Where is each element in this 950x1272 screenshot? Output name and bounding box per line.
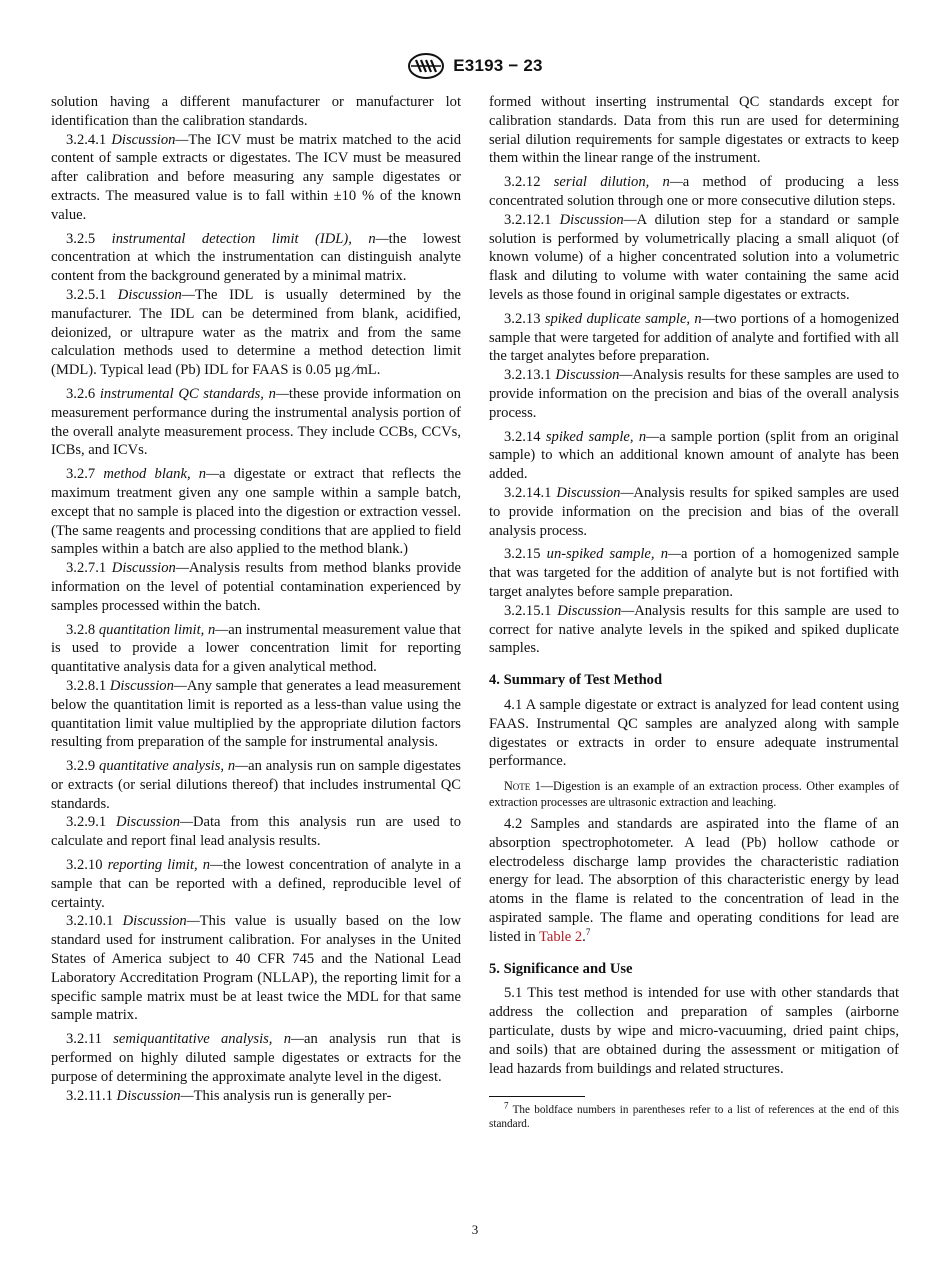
paragraph-4-2: 4.2 Samples and standards are aspirated into the flame of an absorption spectrophotometer. A lead (Pb) hollow cathode or electrodeless discharge lamp provides the characteristic radiation energy for lead. The absorption of this characteristic energy by lead atoms in the flame is related to the concentration of lead in the aspirated sample. The flame and operating conditions for lead are listed in Table 2.$^7$	[489, 816, 899, 945]
footnote-ref[interactable]: 7	[585, 927, 591, 938]
paragraph-3-2-12: 3.2.12 serial dilution, n—a method of producing a less concentrated solution through one or more consecutive dilution steps.	[489, 174, 899, 209]
paragraph-3-2-14: 3.2.14 spiked sample, n—a sample portion (split from an original sample) to which an additional known amount of analyte has been added.	[489, 428, 899, 483]
page-number: 3	[471, 1222, 479, 1237]
footnote-7: $^7$ The boldface numbers in parentheses refer to a list of references at the end of this standard.	[489, 1100, 899, 1131]
section-heading-4: 4. Summary of Test Method	[489, 672, 663, 689]
paragraph-3-2-14-1: 3.2.14.1 Discussion—Analysis results for spiked samples are used to provide information on the precision and bias of the overall analysis process.	[489, 484, 899, 539]
paragraph: formed without inserting instrumental QC standards except for calibration standards. Data from this run are used for determining serial dilution requirements for sample digestates or extracts to keep them within the linear range of the instrument.	[489, 94, 899, 167]
paragraph-3-2-9: 3.2.9 quantitative analysis, n—an analysis run on sample digestates or extracts (or serial dilutions thereof) that includes instrumental QC standards.	[51, 758, 461, 812]
paragraph-3-2-6: 3.2.6 instrumental QC standards, n—these provide information on measurement performance during the instrumental analysis portion of the overall analyte measurement process. They include CCBs, CCVs, ICBs, and ICVs.	[51, 385, 461, 459]
paragraph-3-2-9-1: 3.2.9.1 Discussion—Data from this analysis run are used to calculate and report final lead analysis results.	[51, 814, 461, 850]
page-header	[0, 52, 950, 80]
paragraph-3-2-5-1: 3.2.5.1 Discussion—The IDL is usually determined by the manufacturer. The IDL can be determined from blank, acidified, deionized, or ultrapure water as the matrix and from the same calculation methods used to determine a method detection limit (MDL). Typical lead (Pb) IDL for FAAS is 0.05 µg ⁄mL.	[51, 286, 461, 379]
footnote-divider	[489, 1096, 585, 1097]
left-column	[51, 93, 461, 1105]
paragraph-3-2-5: 3.2.5 instrumental detection limit (IDL), n—the lowest concentration at which the instrumentation can distinguish analyte content from the background generated by a minimal matrix.	[51, 230, 461, 285]
paragraph-3-2-15: 3.2.15 un-spiked sample, n—a portion of a homogenized sample that was targeted for the addition of analyte but is not fortified with target analytes before sample preparation.	[489, 546, 900, 600]
paragraph-3-2-11-1: 3.2.11.1 Discussion—This analysis run is generally per-	[66, 1087, 392, 1104]
paragraph-3-2-15-1: 3.2.15.1 Discussion—Analysis results for this sample are used to correct for native analyte levels in the spiked and spiked duplicate samples.	[489, 602, 899, 657]
note-1: Note 1—Digestion is an example of an extraction process. Other examples of extraction processes are ultrasonic extraction and leaching.	[489, 779, 900, 809]
right-column	[489, 93, 899, 1131]
paragraph-4-1: 4.1 A sample digestate or extract is analyzed for lead content using FAAS. Instrumental QC samples are analyzed along with sample digestates or extracts in order to ensure adequate instrumental performance.	[489, 696, 899, 770]
paragraph-5-1: 5.1 This test method is intended for use with other standards that address the collection and preparation of samples (airborne particulate, dusts by wipe and micro-vacuuming, dried paint chips, and soils) that are obtained during the assessment or mitigation of lead hazards from buildings and related structures.	[489, 985, 900, 1077]
paragraph-3-2-7-1: 3.2.7.1 Discussion—Analysis results from method blanks provide information on the level of potential contamination experienced by samples processed within the batch.	[51, 560, 461, 614]
paragraph-3-2-12-1: 3.2.12.1 Discussion—A dilution step for a standard or sample solution is performed by volumetrically placing a small aliquot (of known volume) of a higher concentrated solution into a volumetric flask and diluting to volume with water containing the same acid levels as those found in original sample digestates or extracts.	[489, 211, 899, 303]
paragraph-3-2-13-1: 3.2.13.1 Discussion—Analysis results for these samples are used to provide information on the precision and bias of the overall analysis process.	[489, 367, 900, 421]
standard-designation: E3193 − 23	[453, 56, 543, 75]
table-2-link[interactable]: Table 2	[539, 928, 583, 945]
paragraph-3-2-13: 3.2.13 spiked duplicate sample, n—two portions of a homogenized sample that were targeted for addition of analyte and fortified with all the target analytes before preparation.	[489, 310, 899, 365]
paragraph: solution having a different manufacturer or manufacturer lot identification than the calibration standards.	[51, 94, 461, 129]
section-heading-5: 5. Significance and Use	[489, 960, 633, 977]
paragraph-3-2-11: 3.2.11 semiquantitative analysis, n—an analysis run that is performed on highly diluted sample digestates or extracts for the purpose of determining the approximate analyte level in the digest.	[51, 1031, 461, 1085]
paragraph-3-2-10-1: 3.2.10.1 Discussion—This value is usually based on the low standard used for instrument calibration. For analyses in the United States of America subject to 40 CFR 745 and the National Lead Laboratory Accreditation Program (NLLAP), the reporting limit for a specific sample matrix must be at least twice the MDL for that same sample matrix.	[51, 913, 461, 1024]
paragraph-3-2-8: 3.2.8 quantitation limit, n—an instrumental measurement value that is used to provide a lower concentration limit for reporting quantitative analysis data for a given analytical method.	[51, 621, 461, 676]
paragraph-3-2-10: 3.2.10 reporting limit, n—the lowest concentration of analyte in a sample that can be reported with a defined, reproducible level of certainty.	[51, 857, 461, 911]
paragraph-3-2-7: 3.2.7 method blank, n—a digestate or extract that reflects the maximum treatment given any one sample within a sample batch, except that no sample is placed into the digestion or extraction vessel. (The same reagents and processing conditions that are applied to field samples within a batch are also applied to the method blank.)	[51, 466, 461, 558]
paragraph-3-2-4-1: 3.2.4.1 Discussion—The ICV must be matrix matched to the acid content of sample extracts or digestates. The ICV must be measured after calibration and before measuring any sample digestates or extracts. The measured value is to fall within ±10 % of the known value.	[51, 131, 461, 223]
astm-logo-icon	[407, 52, 445, 80]
paragraph-3-2-8-1: 3.2.8.1 Discussion—Any sample that generates a lead measurement below the quantitation limit is reported as a less-than value using the quantitation limit value multiplied by the appropriate dilution factors resulting from preparation of the sample for instrumental analysis.	[51, 677, 461, 751]
